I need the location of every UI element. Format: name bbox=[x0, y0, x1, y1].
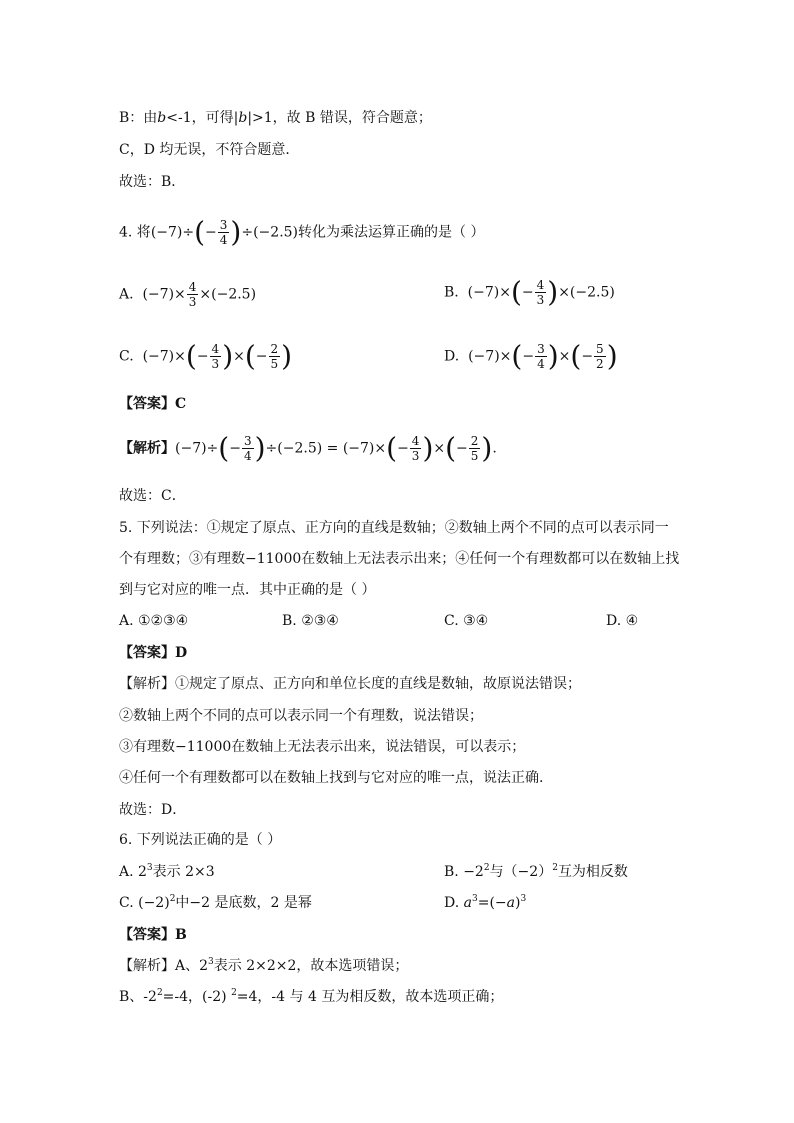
q6-option-a bbox=[119, 862, 215, 882]
q3-b-line: B：由b<-1，可得|b|>1，故 B 错误，符合题意； bbox=[119, 110, 432, 126]
q4-stem-suffix: 转化为乘法运算正确的是（ ） bbox=[298, 224, 485, 241]
q5-stem-line3: 到与它对应的唯一点．其中正确的是（ ） bbox=[119, 582, 376, 598]
q6-stem: 6. 下列说法正确的是（ ） bbox=[119, 832, 282, 848]
q6-option-a-rest: 表示 2×3 bbox=[152, 864, 215, 880]
q6-analysis-b-label: B、-2 bbox=[119, 989, 157, 1005]
q6-option-d-rest: =(− bbox=[477, 895, 507, 911]
q6-option-b-label: B. −2 bbox=[444, 864, 484, 880]
q4-option-b-label: B. bbox=[444, 284, 459, 301]
q6-option-c bbox=[119, 893, 312, 913]
q5-choose: 故选：D． bbox=[119, 802, 187, 818]
q4-stem: 4. 将(−7)÷(− $\frac{3}{4}$ )÷(−2.5)转化为乘法运算正确的是（ ） bbox=[119, 215, 485, 249]
q6-option-c-label: C. (−2) bbox=[119, 895, 170, 911]
q6-analysis-b-rest: =4，-4 与 4 互为相反数，故本选项正确； bbox=[236, 989, 504, 1005]
q5-stem-line2 bbox=[119, 549, 679, 569]
q6-analysis-a bbox=[119, 956, 408, 976]
q6-option-c-rest: 中−2 是底数，2 是幂 bbox=[175, 895, 312, 911]
q3-cd-line: C，D 均无误，不符合题意． bbox=[119, 142, 300, 158]
q3-b-cond: <-1，可得 bbox=[166, 110, 234, 126]
q6-analysis-a-label: 【解析】A、2 bbox=[119, 958, 209, 974]
q6-option-d-close: ) bbox=[515, 895, 521, 911]
q6-analysis-b-sup: 2 bbox=[156, 988, 163, 998]
q6-option-d-var2: a bbox=[506, 895, 516, 911]
q6-option-b bbox=[444, 862, 628, 882]
q6-option-b-sup: 2 bbox=[483, 863, 490, 873]
q6-option-b-rest: 互为相反数 bbox=[557, 864, 628, 880]
q6-option-d-label: D. bbox=[444, 895, 464, 911]
q6-option-d-var: a bbox=[463, 895, 472, 911]
q5-option-a: A. ①②③④ bbox=[119, 613, 189, 629]
q6-option-b-mid: 与（−2） bbox=[489, 864, 553, 880]
q3-b-label: B：由 bbox=[119, 110, 158, 126]
q3-b-cond2: >1，故 B 错误，符合题意； bbox=[252, 110, 432, 126]
q4-option-d-label: D. bbox=[444, 348, 460, 365]
q4-option-c-label: C. bbox=[119, 348, 134, 365]
q4-option-a: A. (−7)× $\frac{4}{3}$ ×(−2.5) bbox=[119, 280, 257, 309]
q5-analysis-3c: 在数轴上无法表示出来，说法错误，可以表示； bbox=[231, 739, 526, 755]
q4-analysis-label: 【解析】 bbox=[119, 440, 175, 457]
q3-choose: 故选：B． bbox=[119, 174, 186, 190]
q4-option-c: C. (−7)×(− $\frac{4}{3}$ )×(− $\frac{2}{5}$ ) bbox=[119, 339, 293, 373]
q4-answer: 【答案】C bbox=[119, 396, 187, 412]
q4-option-a-label: A. bbox=[119, 286, 134, 303]
q6-option-d-sup: 3 bbox=[472, 894, 478, 904]
q6-analysis-a-sup: 3 bbox=[208, 957, 214, 967]
q6-option-d bbox=[444, 893, 526, 913]
q5-option-d: D. ④ bbox=[606, 613, 639, 629]
q6-option-a-label: A. 2 bbox=[119, 864, 147, 880]
q6-option-a-sup: 3 bbox=[146, 863, 153, 873]
q5-analysis-3b: −11000 bbox=[175, 739, 232, 755]
q5-stem-2c: 在数轴上无法表示出来；④任何一个有理数都可以在数轴上找 bbox=[301, 551, 680, 567]
q4-option-b: B. (−7)×(− $\frac{4}{3}$ )×(−2.5) bbox=[444, 275, 615, 309]
q6-analysis-a-rest: 表示 2×2×2，故本选项错误； bbox=[213, 958, 409, 974]
q5-stem-2a: 个有理数；③有理数 bbox=[119, 551, 245, 567]
q5-analysis-1: 【解析】①规定了原点、正方向和单位长度的直线是数轴，故原说法错误； bbox=[119, 676, 581, 692]
q5-analysis-2: ②数轴上两个不同的点可以表示同一个有理数，说法错误； bbox=[119, 708, 483, 724]
q6-option-c-sup: 2 bbox=[169, 894, 176, 904]
q6-answer: 【答案】B bbox=[119, 927, 187, 943]
q6-option-b-sup2: 2 bbox=[552, 863, 558, 873]
q6-analysis-b-mid: =-4，(-2) bbox=[162, 989, 232, 1005]
q5-answer: 【答案】D bbox=[119, 645, 188, 661]
q5-analysis-4: ④任何一个有理数都可以在数轴上找到与它对应的唯一点，说法正确. bbox=[119, 770, 544, 786]
q5-option-b: B. ②③④ bbox=[282, 613, 339, 629]
q4-stem-prefix: 4. 将 bbox=[119, 224, 151, 241]
q5-stem-2b: −11000 bbox=[245, 551, 302, 567]
q5-option-c: C. ③④ bbox=[444, 613, 489, 629]
q5-analysis-3 bbox=[119, 737, 525, 757]
q6-option-d-sup2: 3 bbox=[520, 894, 527, 904]
q4-analysis: 【解析】(−7)÷(− $\frac{3}{4}$ )÷(−2.5) = (−7)×(− $\frac{4}{3}$ )×(− $\frac{2}{5}$ ). bbox=[119, 431, 497, 465]
q5-stem-line1: 5. 下列说法：①规定了原点、正方向的直线是数轴；②数轴上两个不同的点可以表示同一 bbox=[119, 520, 669, 536]
q6-analysis-b bbox=[119, 987, 503, 1007]
q4-choose: 故选：C． bbox=[119, 488, 186, 504]
q4-option-d: D. (−7)×(− $\frac{3}{4}$ )×(− $\frac{5}{2}$ ) bbox=[444, 339, 618, 373]
q5-analysis-3a: ③有理数 bbox=[119, 739, 175, 755]
q6-analysis-b-sup2: 2 bbox=[231, 988, 237, 998]
